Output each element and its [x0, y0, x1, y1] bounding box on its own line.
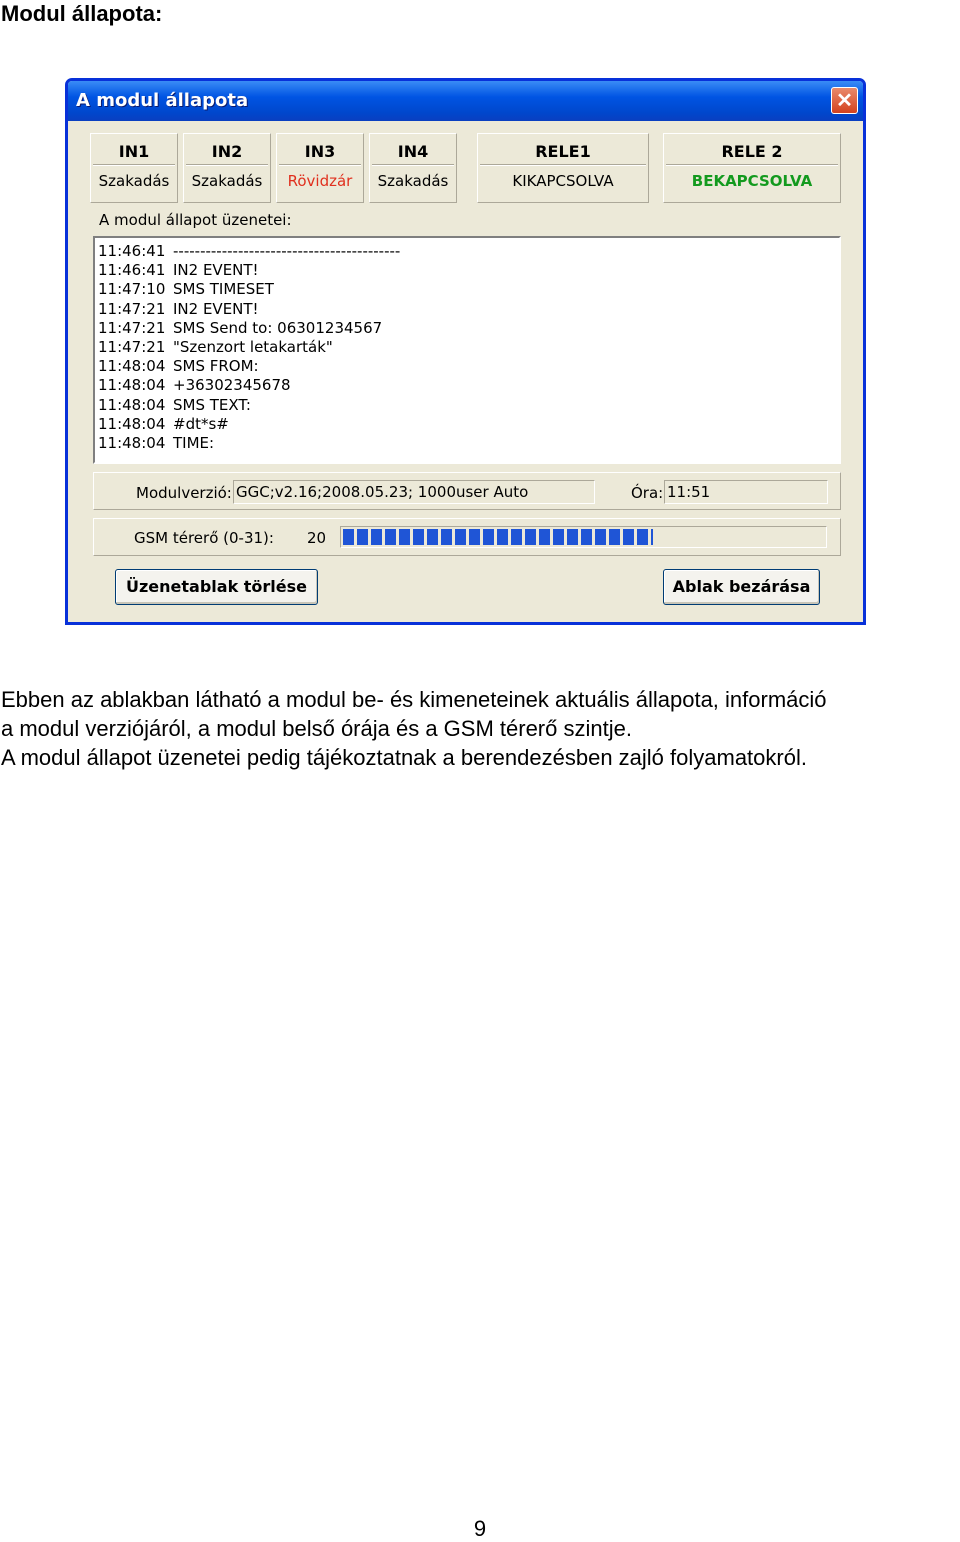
- log-entry: 11:48:04 +36302345678: [98, 376, 291, 395]
- paragraph-line: Ebben az ablakban látható a modul be- és kimeneteinek aktuális állapota, információ: [1, 687, 827, 712]
- io-status: Szakadás: [191, 172, 263, 190]
- close-icon[interactable]: ✕: [831, 87, 858, 114]
- divider: [186, 164, 268, 166]
- close-window-button[interactable]: Ablak bezárása: [663, 569, 820, 605]
- log-entry: 11:48:04 SMS TEXT:: [98, 395, 251, 414]
- io-status: Szakadás: [377, 172, 449, 190]
- io-panel-rele1: [477, 133, 649, 203]
- version-label: Modulverzió:: [136, 484, 232, 502]
- log-entry: 11:47:21 IN2 EVENT!: [98, 299, 259, 318]
- io-panel-in2: [183, 133, 271, 203]
- io-name: IN3: [304, 142, 336, 161]
- paragraph-line: a modul verziójáról, a modul belső órája és a GSM térerő szintje.: [1, 716, 632, 741]
- log-entry: 11:48:04 #dt*s#: [98, 414, 229, 433]
- page-heading: Modul állapota:: [1, 1, 163, 26]
- page-number: 9: [473, 1516, 487, 1541]
- log-entry: 11:46:41 IN2 EVENT!: [98, 261, 259, 280]
- module-status-window: [65, 78, 866, 625]
- divider: [666, 164, 838, 166]
- log-entry: 11:48:04 SMS FROM:: [98, 357, 259, 376]
- clock-field: 11:51: [664, 480, 828, 504]
- log-entry: 11:46:41 ------------------------------------------: [98, 242, 401, 260]
- log-entry: 11:47:21 SMS Send to: 06301234567: [98, 318, 383, 337]
- io-status: Rövidzár: [287, 172, 353, 190]
- log-entry: 11:47:21 "Szenzort letakarták": [98, 338, 333, 357]
- paragraph-line: A modul állapot üzenetei pedig tájékoztatnak a berendezésben zajló folyamatokról.: [1, 745, 807, 770]
- io-panel-in3: [276, 133, 364, 203]
- io-name: IN4: [397, 142, 429, 161]
- divider: [93, 164, 175, 166]
- io-status: BEKAPCSOLVA: [691, 172, 813, 190]
- io-name: RELE 2: [721, 142, 783, 161]
- log-label: A modul állapot üzenetei:: [99, 211, 292, 229]
- io-panel-in1: [90, 133, 178, 203]
- divider: [279, 164, 361, 166]
- clear-log-button[interactable]: Üzenetablak törlése: [115, 569, 318, 605]
- io-status: Szakadás: [98, 172, 170, 190]
- gsm-signal-bar: [340, 526, 827, 548]
- window-title: A modul állapota: [76, 90, 249, 111]
- io-panel-in4: [369, 133, 457, 203]
- divider: [372, 164, 454, 166]
- io-name: IN2: [211, 142, 243, 161]
- version-field: GGC;v2.16;2008.05.23; 1000user Auto: [233, 480, 595, 504]
- gsm-signal-fill: [343, 529, 653, 545]
- io-name: RELE1: [535, 142, 591, 161]
- gsm-value: 20: [307, 529, 327, 547]
- message-log[interactable]: [93, 236, 841, 464]
- title-bar[interactable]: [68, 81, 863, 121]
- gsm-label: GSM térerő (0-31):: [134, 529, 274, 547]
- io-status: KIKAPCSOLVA: [512, 172, 614, 190]
- log-entry: 11:47:10 SMS TIMESET: [98, 280, 274, 299]
- clock-label: Óra:: [631, 484, 664, 502]
- io-name: IN1: [118, 142, 150, 161]
- divider: [480, 164, 646, 166]
- io-panel-rele2: [663, 133, 841, 203]
- log-entry: 11:48:04 TIME:: [98, 434, 215, 453]
